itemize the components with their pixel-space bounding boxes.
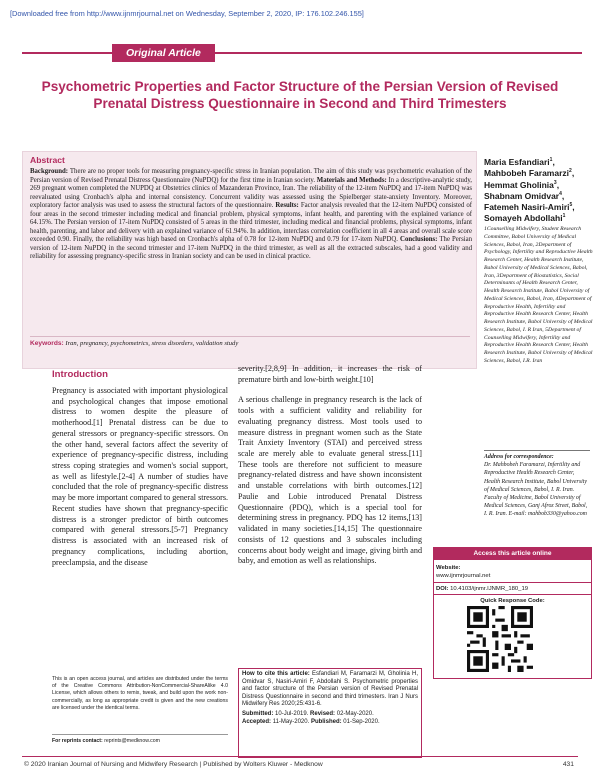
results-label: Results:	[275, 202, 299, 210]
citation-label: How to cite this article:	[242, 671, 310, 677]
methods-label: Materials and Methods:	[316, 176, 387, 184]
reprints-label: For reprints contact:	[52, 738, 103, 744]
reprints-email[interactable]: reprints@medknow.com	[104, 738, 160, 744]
background-text: There are no proper tools for measuring pregnancy-specific stress in Iranian population. The aim of this study was psychometric evaluation of the Persian version of Revised Prenatal Distress Questionnaire (NuPDQ) for the first time in Iranian society.	[30, 168, 472, 184]
introduction-heading: Introduction	[52, 369, 108, 380]
access-heading: Access this article online	[434, 548, 591, 560]
correspondence	[484, 453, 590, 519]
page-number: 431	[562, 761, 574, 768]
paragraph: A serious challenge in pregnancy research is the lack of tools with a sufficient validity and reliability for evaluating pregnancy distress. Most tools used to measure distress in pregnant women such as the State Trait Anxiety Inventory (STAI) and perceived stress scale are merely able to evaluate general stress.[11] These tools are therefore not sufficient to measure pregnancy-related distress and have shown inconsistent and unstable correlations with birth outcomes.[12] Paulie and Lobie introduced Prenatal Distress Questionnaire (PDQ), which is a special tool for determining stress in pregnancy. PDQ has 12 items,[13] validated in many societies.[14,15] The questionnaire consists of 12 questions and 3 subscales including concerns about body weight and image, giving birth and baby, and emotion as well as relationships.	[238, 395, 422, 566]
author: Shabnam Omidvar$^4$,	[484, 190, 565, 201]
footer-rule	[22, 756, 578, 757]
introduction-col1: Pregnancy is associated with important physiological and psychological changes that impose emotional distress to women despite the pleasure of motherhood.[1] Prenatal distress can be due to general stressors or pregnancy-specific stressors. On the other hand, several factors affect the severity of experience of pregnancy-specific distress, including stress coping strategies and women's social support, as well as lifestyle.[2-4] A number of studies have concluded that the role of pregnancy-specific distress may be more important compared to general stressors. Recent studies have shown that pregnancy-specific distress is a stronger predictor of birth outcomes compared with general stressors.[5-7] Pregnancy distress is associated with an increased risk of pregnancy complications, including abortion, preeclampsia, and the disease	[52, 386, 228, 567]
keywords	[30, 340, 472, 349]
correspondence-rule	[484, 450, 590, 451]
doi-value[interactable]: 10.4103/ijnmr.IJNMR_180_19	[450, 586, 529, 592]
license-text: This is an open access journal, and articles are distributed under the terms of the Creative Commons Attribution-NonCommercial-ShareAlike 4.0 License, which allows others to remix, tweak, and build upon the work non-commercially, as long as appropriate credit is given and the new creations are licensed under the identical terms.	[52, 676, 228, 711]
conclusions-label: Conclusions:	[400, 236, 438, 244]
author: Maria Esfandiari$^1$,	[484, 157, 555, 167]
download-notice: [Downloaded free from http://www.ijnmrjournal.net on Wednesday, September 2, 2020, IP: 176.102.246.155]	[10, 9, 364, 18]
methods-text: In a descriptive-analytic study, 269 pregnant women completed the NUPDQ at Obstetrics clinics of Mazanderan Province, Iran. The reliability of the 12-item NuPDQ and 17-item NuPDQ was reevaluated using Cronbach's alpha and internal consistency. Concurrent validity was assessed using the Spielberger state-anxiety Inventory. Moreover, exploratory factor analysis was used to assess the structural factors of the questionnaire.	[30, 176, 472, 210]
header-rule	[22, 52, 582, 54]
paragraph: severity.[2,8,9] In addition, it increases the risk of premature birth and low-birth weight.[10]	[238, 364, 422, 384]
background-label: Background:	[30, 168, 69, 175]
qr-code-icon[interactable]	[467, 606, 533, 672]
author-list	[484, 157, 594, 225]
author: Somayeh Abdollahi$^1$	[484, 213, 566, 224]
author: Fatemeh Nasiri-Amiri$^5$,	[484, 202, 575, 213]
keywords-text: Iran, pregnancy, psychometrics, stress disorders, validation study	[65, 340, 239, 347]
access-divider	[434, 582, 591, 583]
doi-label: DOI:	[436, 586, 449, 592]
correspondence-heading: Address for correspondence:	[484, 454, 554, 460]
dates: Submitted: 10-Jul-2019. Revised: 02-May-2020. Accepted: 11-May-2020. Published: 01-Sep-2020.	[242, 710, 380, 725]
citation-text: Esfandiari M, Faramarzi M, Gholinia H, Omidvar S, Nasiri-Amiri F, Abdollahi S. Psychometric properties and factor structure of the Persian version of Revised Prenatal Distress Questionnaire in second and third trimesters. Iran J Nurs Midwifery Res 2020;25:431-6.	[242, 671, 418, 708]
access-divider	[434, 594, 591, 595]
footer-text: © 2020 Iranian Journal of Nursing and Midwifery Research | Published by Wolters Kluwer - Medknow	[24, 761, 323, 768]
affiliations: 1Counselling Midwifery, Student Research Committee, Babol University of Medical Sciences, Babol, Iran, 2Department of Psychology, Infertility and Reproductive Health Research Center, Health Research Institute, Babol University of Medical Sciences, Babol, Iran, 3Department of Biostatistics, Social Determinants of Health Research Center, Health Research Institute, Babol University of Medical Sciences, Babol, Iran, 4Department of Reproductive Health, Infertility and Reproductive Health Research Center, Health Research Institute, Babol University of Medical Sciences, Babol, I. R Iran, 5Department of Counselling Midwifery, Infertility and Reproductive Health Research Center, Health Research Institute, Babol University of Medical Sciences, Babol, I.R. Iran	[484, 226, 593, 364]
article-type-badge: Original Article	[112, 44, 215, 62]
website-link[interactable]: www.ijnmrjournal.net	[436, 573, 491, 579]
qr-label: Quick Response Code:	[480, 598, 545, 604]
article-title: Psychometric Properties and Factor Structure of the Persian Version of Revised Prenatal Distress Questionnaire in Second and Third Trimesters	[41, 79, 559, 111]
reprints-line	[52, 738, 160, 744]
correspondence-text: Dr. Mahbobeh Faramarzi, Infertility and Reproductive Health Research Center, Health Research Institute, Babol University of Medical Sciences, Babol, I. R. Iran. Faculty of Medicine, Babol University of Medical Sciences, Ganj Afroz Street, Babol, I. R. Iran. E-mail: mahbob330@yahoo.com	[484, 462, 588, 518]
abstract-heading: Abstract	[30, 155, 65, 165]
website-row	[436, 564, 589, 580]
introduction-col2	[238, 364, 422, 567]
abstract-text	[30, 168, 472, 262]
author: Mahbobeh Faramarzi$^2$,	[484, 168, 575, 179]
website-label: Website:	[436, 565, 461, 571]
citation	[242, 671, 418, 726]
conclusions-text: The Persian version of 12-item NuPDQ in the second trimester and 17-item NuPDQ in the third trimester, as well as all the extracted subscales, had a good validity and reliability for assessing pregnancy-specific stress in Iranian society and can be used in clinical practice.	[30, 236, 473, 261]
reprint-rule	[52, 734, 228, 735]
keywords-rule	[30, 336, 470, 337]
doi-row	[436, 585, 589, 593]
author: Hemmat Gholinia$^3$,	[484, 179, 560, 190]
results-text: Factor analysis revealed that the 12-item NuPDQ consisted of four areas in the second trimester including medical and financial problem, physical symptoms, infant health, and parenting with the explained variance of 64.15%. The Persian version of 17-item NuPDQ consisted of 5 areas in the third trimester, including medical and financial problems, physical symptoms, infant health, parenting, and labor and delivery with an explained variance of 61.94%. In addition, interclass correlation coefficient in all 4 areas and overall scale score exceeded 0.90. Finally, the reliability was high based on Cronbach's alpha of 0.78 for 12-item NuPDQ and 0.79 for 17-item NuPDQ.	[30, 202, 473, 244]
keywords-label: Keywords:	[30, 340, 64, 347]
